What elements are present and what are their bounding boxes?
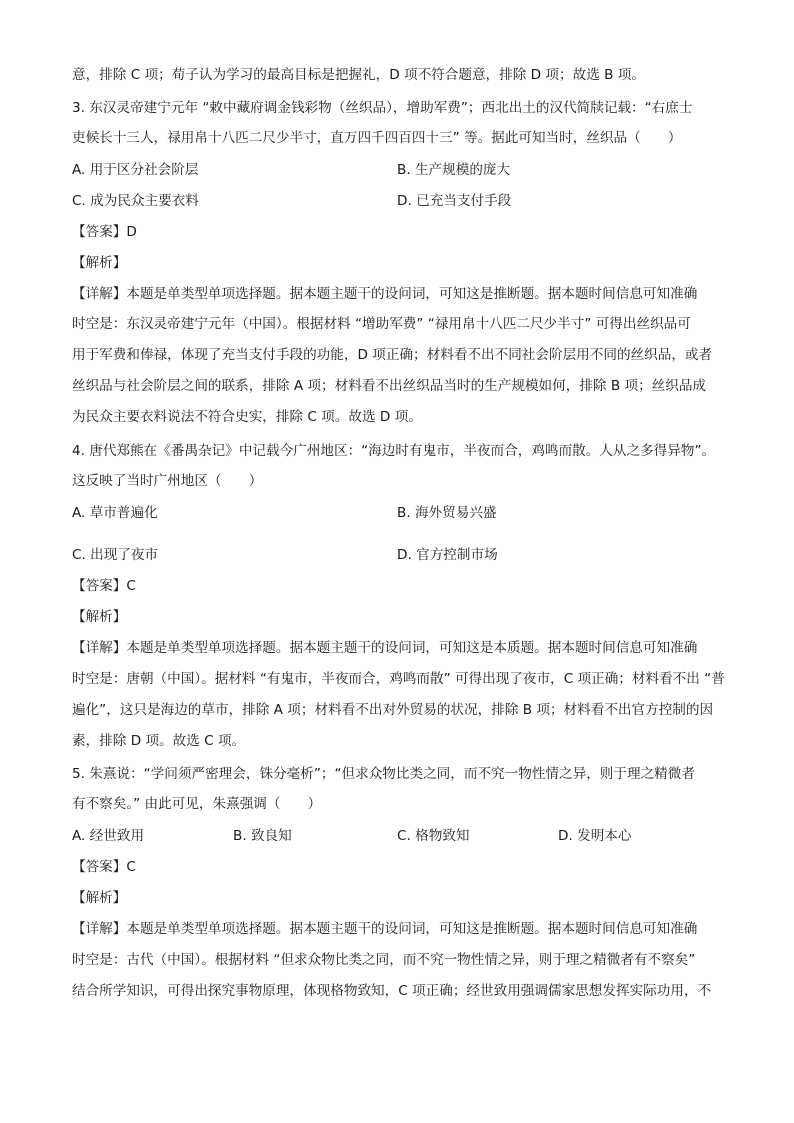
question-3-stem: 吏候长十三人，禄用帛十八匹二尺少半寸，直万四千四百四十三” 等。据此可知当时，丝织品（ ） xyxy=(72,130,682,146)
question-4-stem: 这反映了当时广州地区（ ） xyxy=(72,473,263,489)
explanation-line: 用于军费和俸禄，体现了充当支付手段的功能，D 项正确；材料看不出不同社会阶层用不同的丝织品，或者 xyxy=(72,347,713,363)
q3-option-d: D. 已充当支付手段 xyxy=(397,193,512,209)
q5-option-a: A. 经世致用 xyxy=(72,828,145,844)
explanation-line: 为民众主要衣料说法不符合史实，排除 C 项。故选 D 项。 xyxy=(72,409,422,425)
q5-option-d: D. 发明本心 xyxy=(558,828,632,844)
question-5-stem: 5. 朱熹说：“学问须严密理会，铢分毫析”；“但求众物比类之同，而不究一物性情之异，则于理之精微者 xyxy=(72,766,695,782)
q4-option-d: D. 官方控制市场 xyxy=(397,547,498,563)
explanation-line: 【详解】本题是单类型单项选择题。据本题主题干的设问词，可知这是本质题。据本题时间信息可知准确 xyxy=(72,640,698,656)
question-3-stem: 3. 东汉灵帝建宁元年 “敕中藏府调金钱彩物（丝织品），增助军费”；西北出土的汉代简牍记载：“右庶士 xyxy=(72,100,693,116)
explanation-line: 遍化”，这只是海边的草市，排除 A 项；材料看不出对外贸易的状况，排除 B 项；材料看不出官方控制的因 xyxy=(72,702,714,718)
analysis-label: 【解析】 xyxy=(72,255,127,271)
q4-option-a: A. 草市普遍化 xyxy=(72,505,158,521)
question-4-stem: 4. 唐代郑熊在《番禺杂记》中记载今广州地区：“海边时有鬼市，半夜而合，鸡鸣而散。人从之多得异物”。 xyxy=(72,443,716,459)
q3-option-c: C. 成为民众主要衣料 xyxy=(72,193,199,209)
q3-option-a: A. 用于区分社会阶层 xyxy=(72,162,199,178)
analysis-label: 【解析】 xyxy=(72,890,127,906)
explanation-line: 素，排除 D 项。故选 C 项。 xyxy=(72,733,246,749)
q4-option-c: C. 出现了夜市 xyxy=(72,547,159,563)
explanation-line: 【详解】本题是单类型单项选择题。据本题主题干的设问词，可知这是推断题。据本题时间信息可知准确 xyxy=(72,921,698,937)
analysis-label: 【解析】 xyxy=(72,609,127,625)
explanation-line: 时空是：唐朝（中国）。据材料 “有鬼市，半夜而合，鸡鸣而散” 可得出现了夜市，C 项正确；材料看不出 “普 xyxy=(72,671,725,687)
explanation-line: 时空是：东汉灵帝建宁元年（中国）。根据材料 “增助军费” “禄用帛十八匹二尺少半寸” 可得出丝织品可 xyxy=(72,316,691,332)
answer-label: 【答案】C xyxy=(72,859,136,875)
q5-option-c: C. 格物致知 xyxy=(397,828,470,844)
q3-option-b: B. 生产规模的庞大 xyxy=(397,162,511,178)
q5-option-b: B. 致良知 xyxy=(233,828,292,844)
explanation-line: 时空是：古代（中国）。根据材料 “但求众物比类之同，而不究一物性情之异，则于理之精微者有不察矣” xyxy=(72,952,696,968)
q4-option-b: B. 海外贸易兴盛 xyxy=(397,505,497,521)
explanation-line: 【详解】本题是单类型单项选择题。据本题主题干的设问词，可知这是推断题。据本题时间信息可知准确 xyxy=(72,286,698,302)
question-5-stem: 有不察矣。” 由此可见，朱熹强调（ ） xyxy=(72,796,322,812)
answer-label: 【答案】D xyxy=(72,224,137,240)
answer-label: 【答案】C xyxy=(72,578,136,594)
text-line: 意，排除 C 项；荀子认为学习的最高目标是把握礼，D 项不符合题意，排除 D 项；故选 B 项。 xyxy=(72,67,645,83)
explanation-line: 丝织品与社会阶层之间的联系，排除 A 项；材料看不出丝织品当时的生产规模如何，排除 B 项；丝织品成 xyxy=(72,378,707,394)
explanation-line: 结合所学知识，可得出探究事物原理，体现格物致知，C 项正确；经世致用强调儒家思想发挥实际功用，不 xyxy=(72,983,712,999)
